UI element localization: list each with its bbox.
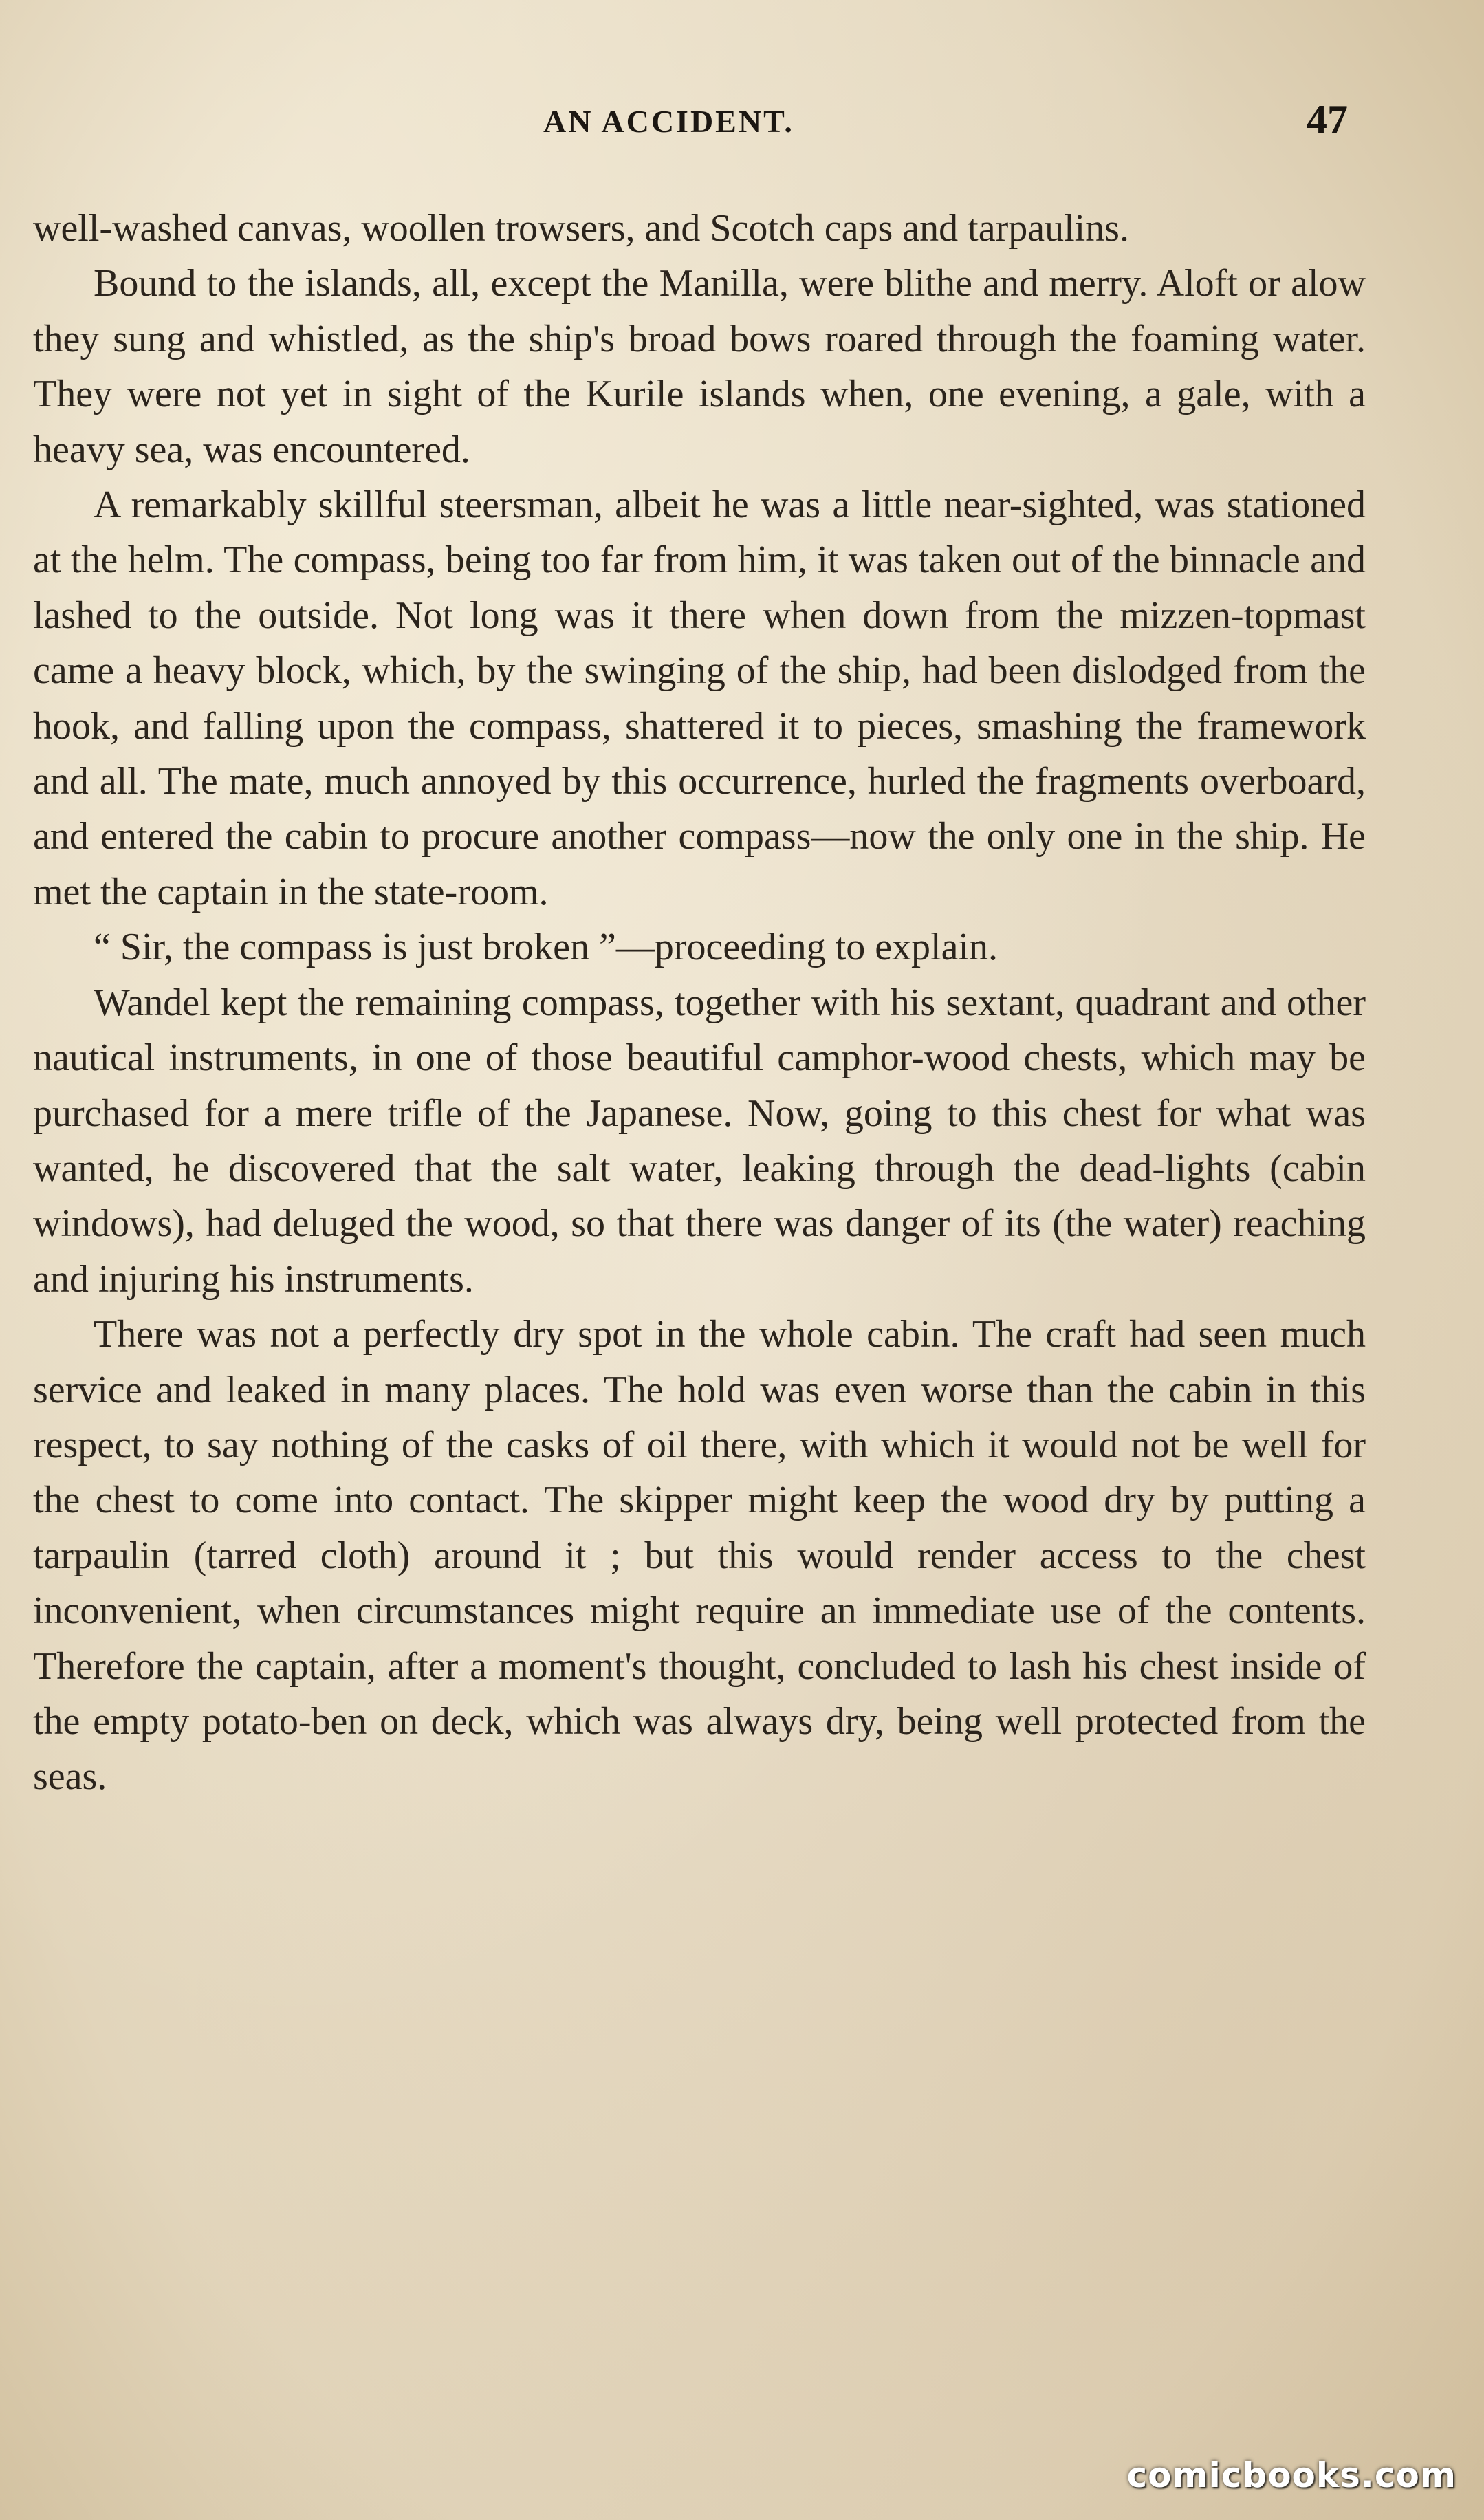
paragraph-islands: Bound to the islands, all, except the Manilla, were blithe and merry. Aloft or alow they sung and whistled, as the ship's broad bows roared through the foaming water. They were not yet in sight of the Kurile islands when, one evening, a gale, with a heavy sea, was encountered. <box>33 262 1366 471</box>
watermark: comicbooks.com <box>1126 2455 1456 2495</box>
paragraph-steersman: A remarkably skillful steersman, albeit he was a little near-sighted, was stationed at the helm. The compass, being too far from him, it was taken out of the binnacle and lashed to the outside. Not long was it there when down from the mizzen-topmast came a heavy block, which, by the swinging of the ship, had been dislodged from the hook, and falling upon the compass, shattered it to pieces, smashing the framework and all. The mate, much annoyed by this occurrence, hurled the fragments overboard, and entered the cabin to procure another compass—now the only one in the ship. He met the captain in the state-room. <box>33 484 1366 913</box>
page-header <box>0 96 1484 151</box>
paragraph-dialogue: “ Sir, the compass is just broken ”—proceeding to explain. <box>94 926 999 969</box>
page-number: 47 <box>1307 97 1348 142</box>
paragraph-continuation: well-washed canvas, woollen trowsers, and Scotch caps and tarpaulins. <box>33 207 1129 250</box>
paragraph-chest: Wandel kept the remaining compass, together with his sextant, quadrant and other nautical instruments, in one of those beautiful camphor-wood chests, which may be purchased for a mere trifle of the Japanese. Now, going to this chest for what was wanted, he discovered that the salt water, leaking through the dead-lights (cabin windows), had deluged the wood, so that there was danger of its (the water) reaching and injuring his instruments. <box>33 981 1366 1301</box>
body-text <box>33 201 1366 1805</box>
paragraph-cabin: There was not a perfectly dry spot in the whole cabin. The craft had seen much service and leaked in many places. The hold was even worse than the cabin in this respect, to say nothing of the casks of oil there, with which it would not be well for the chest to come into contact. The skipper might keep the wood dry by putting a tarpaulin (tarred cloth) around it ; but this would render access to the chest inconvenient, when circumstances might require an immediate use of the contents. Therefore the captain, after a moment's thought, concluded to lash his chest inside of the empty potato-ben on deck, which was always dry, being well protected from the seas. <box>33 1313 1366 1799</box>
running-title: AN ACCIDENT. <box>543 104 794 139</box>
